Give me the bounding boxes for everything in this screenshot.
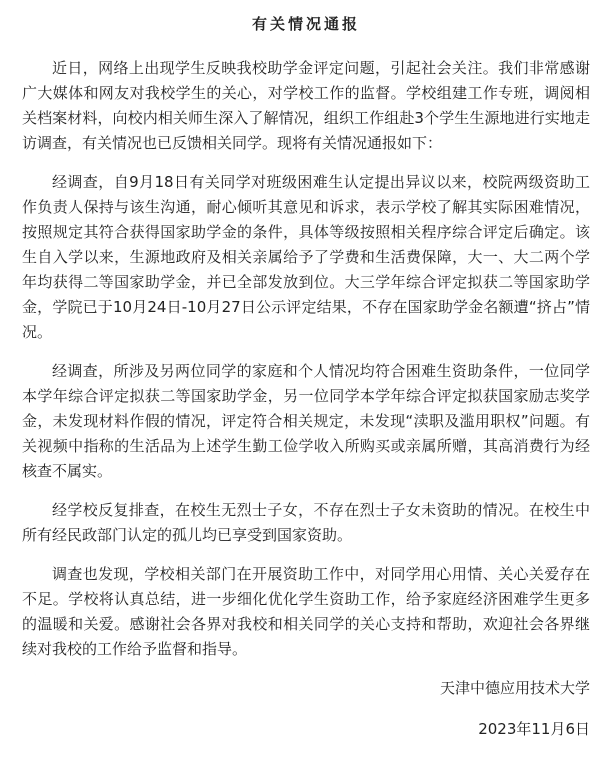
- paragraph-finding-3: 经学校反复排查，在校生无烈士子女，不存在烈士子女未资助的情况。在校生中所有经民政部门认定的孤儿均已享受到国家资助。: [22, 501, 590, 544]
- paragraph-finding-2: 经调查，所涉及另两位同学的家庭和个人情况均符合困难生资助条件，一位同学本学年综合评定拟获二等国家助学金，另一位同学本学年综合评定拟获国家励志奖学金，未发现材料作假的情况，评定符合相关规定，未发现“渎职及滥用职权”问题。有关视频中指称的生活品为上述学生勤工俭学收入所购买或亲属所赠，其高消费行为经核查不属实。: [22, 362, 590, 480]
- notice-title: 有关情况通报: [251, 15, 360, 33]
- paragraph-intro: 近日，网络上出现学生反映我校助学金评定问题，引起社会关注。我们非常感谢广大媒体和网友对我校学生的关心，对学校工作的监督。学校组建工作专班，调阅相关档案材料，向校内相关师生深入了解情况，组织工作组赴3个学生生源地进行实地走访调查，有关情况也已反馈相关同学。现将有关情况通报如下：: [22, 59, 590, 152]
- paragraph-conclusion: 调查也发现，学校相关部门在开展资助工作中，对同学用心用情、关心关爱存在不足。学校将认真总结，进一步细化优化学生资助工作，给予家庭经济困难学生更多的温暖和关爱。感谢社会各界对我校和相关同学的关心支持和帮助，欢迎社会各界继续对我校的工作给予监督和指导。: [22, 565, 590, 658]
- paragraph-finding-1: 经调查，自9月18日有关同学对班级困难生认定提出异议以来，校院两级资助工作负责人保持与该生沟通，耐心倾听其意见和诉求，表示学校了解其实际困难情况，按照规定其符合获得国家助学金的条件，具体等级按照相关程序综合评定后确定。该生自入学以来，生源地政府及相关亲属给予了学费和生活费保障，大一、大二两个学年均获得二等国家助学金，并已全部发放到位。大三学年综合评定拟获二等国家助学金，学院已于10月24日-10月27日公示评定结果，不存在国家助学金名额遭“挤占”情况。: [22, 173, 590, 341]
- notice-date: 2023年11月6日: [478, 720, 590, 738]
- signature-university: 天津中德应用技术大学: [439, 679, 590, 697]
